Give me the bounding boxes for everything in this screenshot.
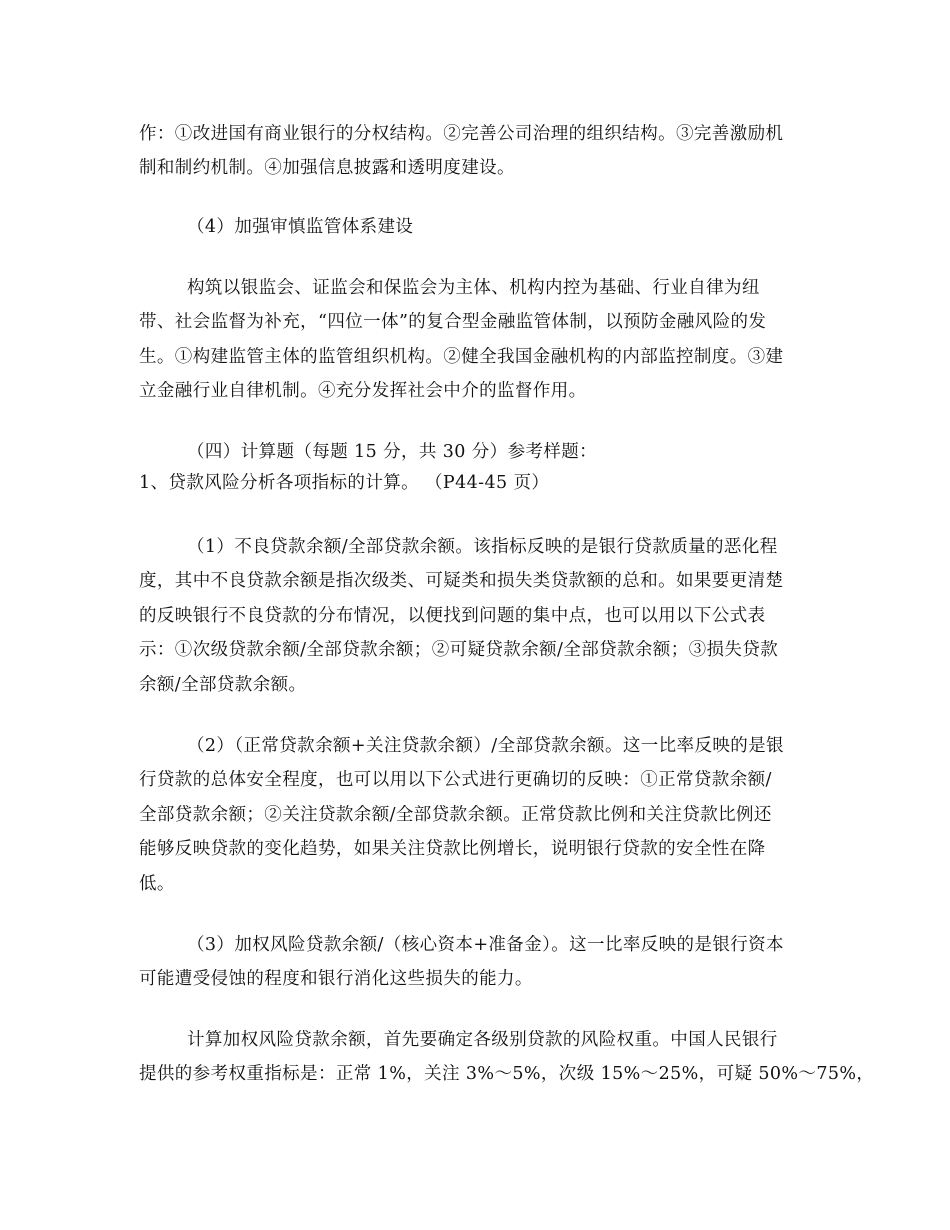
text-line: 行贷款的总体安全程度，也可以用以下公式进行更确切的反映：①正常贷款余额/ (139, 770, 772, 790)
text-line: 计算加权风险贷款余额，首先要确定各级别贷款的风险权重。中国人民银行 (187, 1030, 778, 1050)
text-line: 的反映银行不良贷款的分布情况，以便找到问题的集中点，也可以用以下公式表 (139, 606, 766, 626)
text-line: 提供的参考权重指标是：正常 1%，关注 3%～5%，次级 15%～25%，可疑 50%～75%， (139, 1064, 875, 1084)
text-line: 能够反映贷款的变化趋势，如果关注贷款比例增长，说明银行贷款的安全性在降 (139, 839, 766, 859)
text-line: （1）不良贷款余额/全部贷款余额。该指标反映的是银行贷款质量的恶化程 (187, 537, 778, 557)
section-heading: （4）加强审慎监管体系建设 (187, 217, 414, 237)
question-heading: 1、贷款风险分析各项指标的计算。 （P44-45 页） (139, 473, 550, 493)
text-line: 示：①次级贷款余额/全部贷款余额；②可疑贷款余额/全部贷款余额；③损失贷款 (139, 640, 779, 660)
text-line: 立金融行业自律机制。④充分发挥社会中介的监督作用。 (139, 381, 587, 401)
text-line: 带、社会监督为补充，“四位一体”的复合型金融监管体制，以预防金融风险的发 (139, 312, 767, 332)
text-line: 余额/全部贷款余额。 (139, 675, 307, 695)
text-line: 度，其中不良贷款余额是指次级类、可疑类和损失类贷款额的总和。如果要更清楚 (139, 571, 784, 591)
text-line: （2）（正常贷款余额+关注贷款余额）/全部贷款余额。这一比率反映的是银 (187, 736, 784, 756)
text-line: 可能遭受侵蚀的程度和银行消化这些损失的能力。 (139, 969, 533, 989)
text-line: 作：①改进国有商业银行的分权结构。②完善公司治理的组织结构。③完善激励机 (139, 124, 784, 144)
text-line: 构筑以银监会、证监会和保监会为主体、机构内控为基础、行业自律为纽 (187, 278, 760, 298)
text-line: 制和制约机制。④加强信息披露和透明度建设。 (139, 158, 515, 178)
section-heading: （四）计算题（每题 15 分，共 30 分）参考样题： (187, 442, 598, 462)
text-line: 生。①构建监管主体的监管组织机构。②健全我国金融机构的内部监控制度。③建 (139, 347, 784, 367)
text-line: 低。 (139, 874, 175, 894)
text-line: （3）加权风险贷款余额/（核心资本+准备金）。这一比率反映的是银行资本 (187, 935, 784, 955)
text-line: 全部贷款余额；②关注贷款余额/全部贷款余额。正常贷款比例和关注贷款比例还 (139, 805, 772, 825)
